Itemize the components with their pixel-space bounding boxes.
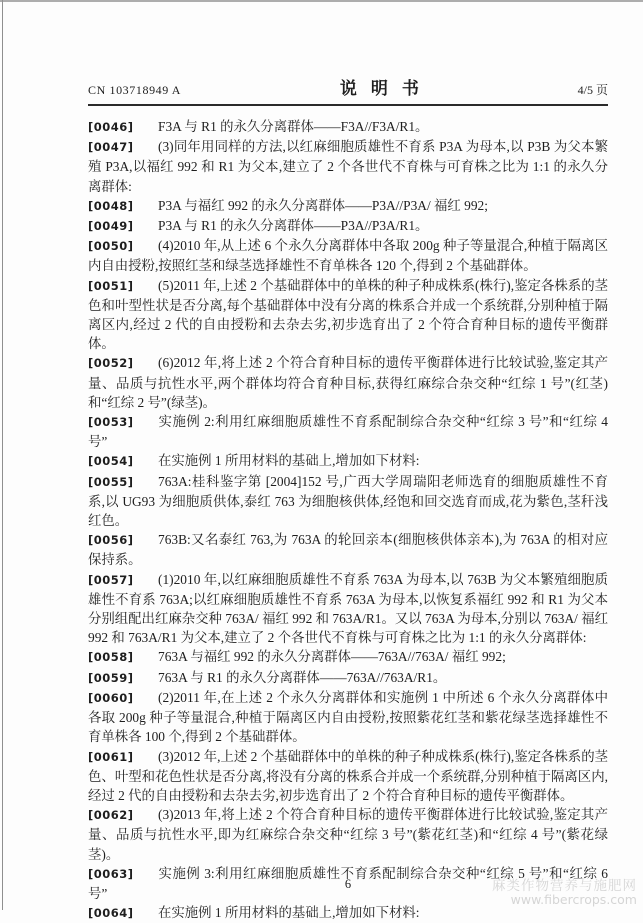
paragraph — [88, 412, 608, 451]
paragraph-text: 在实施例 1 所用材料的基础上,增加如下材料: — [158, 453, 420, 469]
paragraph-number: [0059] — [88, 670, 134, 685]
paragraph — [88, 137, 608, 196]
paragraph — [88, 472, 608, 531]
paragraph-text: 在实施例 1 所用材料的基础上,增加如下材料: — [158, 905, 420, 921]
paragraph — [88, 530, 608, 569]
paragraph-text: P3A 与福红 992 的永久分离群体——P3A//P3A/ 福红 992; — [158, 197, 488, 213]
paragraph — [88, 570, 608, 648]
scan-edge-top — [0, 0, 643, 2]
paragraph-text: 实施例 2:利用红麻细胞质雄性不育系配制综合杂交种“红综 3 号”和“红综 4 号” — [88, 414, 608, 450]
paragraph-text: 763A 与 R1 的永久分离群体——763A//763A/R1。 — [158, 669, 447, 685]
paragraph-number: [0056] — [88, 533, 134, 548]
paragraph — [88, 688, 608, 747]
paragraph-number: [0055] — [88, 474, 134, 489]
paragraph-number: [0050] — [88, 239, 134, 254]
paragraph-text: (3)同年用同样的方法,以红麻细胞质雄性不育系 P3A 为母本,以 P3B 为父本繁殖 P3A,以福红 992 和 R1 为父本,建立了 2 个各世代不育株与可育株之比为 1:1 的永久分离群体: — [88, 139, 608, 194]
paragraph-number: [0051] — [88, 278, 134, 293]
paragraph-text: (3)2012 年,上述 2 个基础群体中的单株的种子种成株系(株行),鉴定各株系的茎色、叶型和花色性状是否分离,将没有分离的株系合并成一个系统群,分别种植于隔离区内,经过 2 代的自由授粉和去杂去劣,初步选育出了 2 个符合育种目标的遗传平衡群体。 — [88, 748, 608, 803]
paragraph-text: (3)2013 年,将上述 2 个符合育种目标的遗传平衡群体进行比较试验,鉴定其产量、品质与抗性水平,即为红麻综合杂交种“红综 3 号”(紫花红茎)和“红综 4 号”(紫花绿茎)。 — [88, 807, 608, 862]
paragraph — [88, 196, 608, 216]
paragraph-text: 763B:又名泰红 763,为 763A 的轮回亲本(细胞核供体亲本),为 763A 的相对应保持系。 — [88, 532, 608, 568]
watermark-site-name: 麻类作物营养与施肥网 — [492, 878, 637, 893]
paragraph — [88, 668, 608, 688]
paragraph-text: P3A 与 R1 的永久分离群体——P3A//P3A/R1。 — [158, 218, 429, 234]
watermark-url: www.fibercrops.com — [510, 892, 637, 907]
document-number: CN 103718949 A — [88, 83, 182, 97]
paragraph — [88, 353, 608, 412]
paragraph — [88, 647, 608, 667]
paragraph-number: [0058] — [88, 650, 134, 665]
paragraph-text: 实施例 3:利用红麻细胞质雄性不育系配制综合杂交种“红综 5 号”和“红综 6 号” — [88, 865, 608, 901]
scan-edge-left — [2, 0, 3, 910]
page-indicator: 4/5 页 — [577, 83, 608, 97]
paragraph-number: [0046] — [88, 120, 134, 134]
paragraph-number: [0057] — [88, 572, 134, 587]
paragraph-text: (6)2012 年,将上述 2 个符合育种目标的遗传平衡群体进行比较试验,鉴定其产量、品质与抗性水平,两个群体均符合育种目标,获得红麻综合杂交种“红综 1 号”(红茎)和“红综 2 号”(绿茎)。 — [88, 355, 608, 410]
page-number: 6 — [344, 877, 352, 891]
paragraph-number: [0063] — [88, 866, 134, 881]
paragraph-text: (4)2010 年,从上述 6 个永久分离群体中各取 200g 种子等量混合,种植于隔离区内自由授粉,按照红茎和绿茎选择雄性不育单株各 120 个,得到 2 个基础群体。 — [88, 238, 608, 274]
paragraph-text: (2)2011 年,在上述 2 个永久分离群体和实施例 1 中所述 6 个永久分离群体中各取 200g 种子等量混合,种植于隔离区内自由授粉,按照紫花红茎和紫花绿茎选择雄性不育单株各 100 个,得到 2 个基础群体。 — [88, 689, 608, 745]
paragraph-text: F3A 与 R1 的永久分离群体——F3A//F3A/R1。 — [158, 119, 429, 134]
paragraph — [88, 805, 608, 864]
paragraph-number: [0048] — [88, 198, 134, 213]
paragraph-number: [0064] — [88, 906, 134, 921]
paragraph — [88, 236, 608, 275]
document-title: 说明书 — [339, 79, 433, 98]
paragraph-number: [0061] — [88, 749, 134, 764]
paragraph-number: [0047] — [88, 140, 134, 155]
paragraph — [88, 451, 608, 471]
paragraph-text: (5)2011 年,上述 2 个基础群体中的单株的种子种成株系(株行),鉴定各株系的茎色和叶型性状是否分离,每个基础群体中没有分离的株系合并成一个系统群,分别种植于隔离区内,经过 2 代的自由授粉和去杂去劣,初步选育出了 2 个符合育种目标的遗传平衡群体。 — [88, 277, 608, 352]
paragraph-number: [0054] — [88, 454, 134, 469]
paragraph-text: 763A:桂科鉴字第 [2004]152 号,广西大学周瑞阳老师选育的细胞质雄性不育系,以 UG93 为细胞质供体,泰红 763 为细胞核供体,经饱和回交选育而成,花为紫色,茎秆浅红色。 — [88, 473, 608, 529]
paragraph — [88, 117, 608, 137]
page-header — [88, 74, 608, 106]
paragraph-number: [0060] — [88, 690, 134, 705]
watermark — [492, 879, 637, 907]
paragraph-number: [0052] — [88, 356, 134, 371]
paragraph — [88, 747, 608, 806]
paragraphs-container — [88, 117, 608, 923]
paragraph-text: 763A 与福红 992 的永久分离群体——763A//763A/ 福红 992; — [158, 649, 506, 665]
paragraph-number: [0053] — [88, 415, 134, 430]
paragraph-number: [0062] — [88, 808, 134, 823]
paragraph-text: (1)2010 年,以红麻细胞质雄性不育系 763A 为母本,以 763B 为父本繁殖细胞质雄性不育系 763A;以红麻细胞质雄性不育系 763A 为母本,以恢复系福红 992 和 R1 为父本分别组配出红麻杂交种 763A/ 福红 992 和 763A/R1。又以 763A 为母本,分别以 763A/ 福红 992 和 763A/R1 为父本,建立了 2 个各世代不育株与可育株之比为 1:1 的永久分离群体: — [88, 571, 609, 646]
paragraph — [88, 216, 608, 236]
paragraph — [88, 276, 608, 354]
paragraph-number: [0049] — [88, 219, 134, 234]
